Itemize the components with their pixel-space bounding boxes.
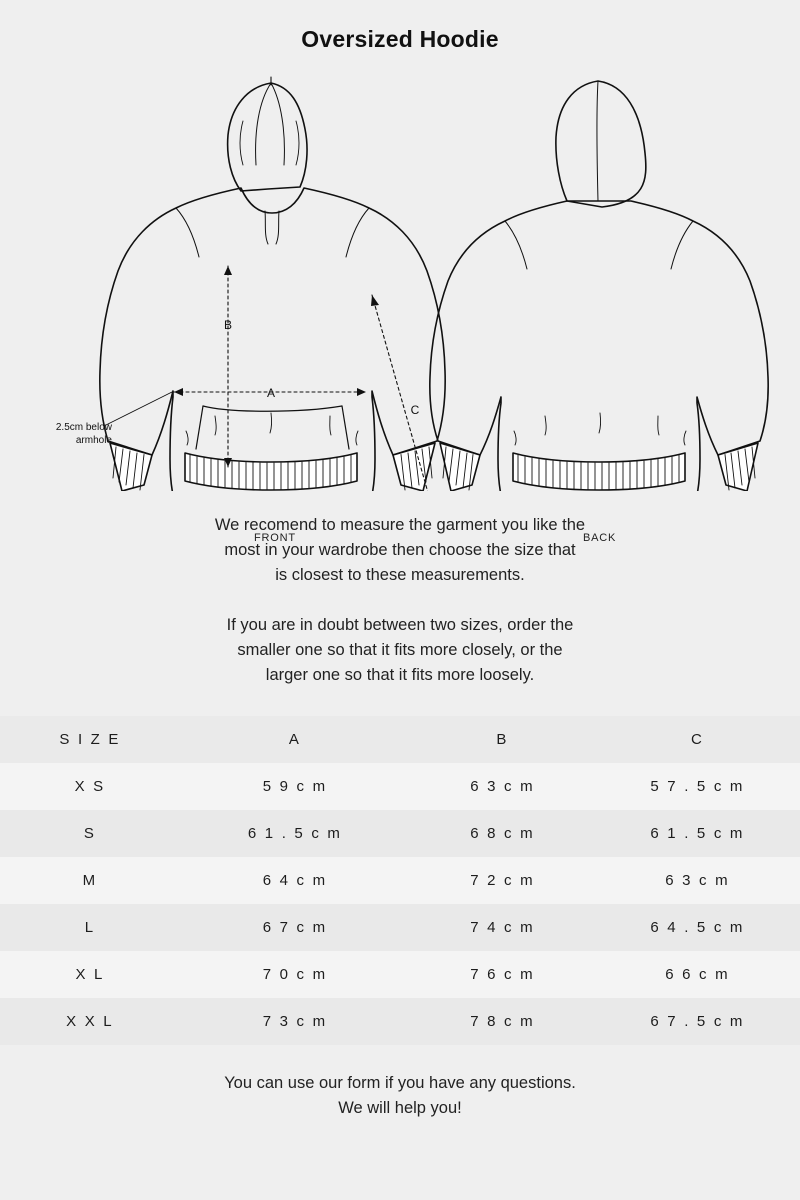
cell-c: 5 7 . 5 c m xyxy=(650,778,745,795)
cell-c: 6 4 . 5 c m xyxy=(650,919,745,936)
table-header-row xyxy=(0,716,800,763)
cell-size: X X L xyxy=(66,1013,114,1030)
table-row xyxy=(0,904,800,951)
paragraph-spacer xyxy=(0,588,800,613)
cell-c: 6 1 . 5 c m xyxy=(650,825,745,842)
column-header-a: A xyxy=(288,731,302,748)
svg-text:C: C xyxy=(410,403,420,417)
instructions-line-2: most in your wardrobe then choose the size that xyxy=(224,541,576,559)
table-row xyxy=(0,857,800,904)
size-chart-table xyxy=(0,716,800,1045)
cell-size: L xyxy=(84,919,96,936)
cell-c: 6 6 c m xyxy=(665,966,730,983)
cell-a: 6 7 c m xyxy=(262,919,328,936)
cell-size: M xyxy=(82,872,98,889)
cell-a: 5 9 c m xyxy=(262,778,328,795)
back-view-label: BACK xyxy=(583,532,617,544)
cell-b: 6 3 c m xyxy=(470,778,535,795)
svg-text:A: A xyxy=(266,386,276,400)
front-view-label: FRONT xyxy=(254,532,296,544)
table-row xyxy=(0,951,800,998)
cell-c: 6 7 . 5 c m xyxy=(650,1013,745,1030)
table-row xyxy=(0,763,800,810)
instructions-line-6: larger one so that it fits more loosely. xyxy=(265,666,535,684)
cell-a: 7 0 c m xyxy=(262,966,328,983)
cell-size: S xyxy=(83,825,97,842)
cell-a: 7 3 c m xyxy=(262,1013,328,1030)
instructions-line-5: smaller one so that it fits more closely, or the xyxy=(237,641,563,659)
instructions-line-4: If you are in doubt between two sizes, order the xyxy=(226,616,574,634)
cell-b: 7 6 c m xyxy=(470,966,535,983)
cell-a: 6 4 c m xyxy=(262,872,328,889)
cell-size: X S xyxy=(74,778,106,795)
cell-b: 7 4 c m xyxy=(470,919,535,936)
cell-a: 6 1 . 5 c m xyxy=(247,825,343,842)
svg-text:B: B xyxy=(223,318,233,332)
instructions-line-1: We recomend to measure the garment you like the xyxy=(214,516,586,534)
table-row xyxy=(0,998,800,1045)
cell-c: 6 3 c m xyxy=(665,872,730,889)
page-title: Oversized Hoodie xyxy=(301,26,499,52)
column-header-c: C xyxy=(690,731,705,748)
cell-size: X L xyxy=(75,966,105,983)
table-row xyxy=(0,810,800,857)
cell-b: 7 2 c m xyxy=(470,872,535,889)
footer-help-text xyxy=(0,1071,800,1121)
footer-line-2: We will help you! xyxy=(338,1099,462,1117)
column-header-b: B xyxy=(496,731,509,748)
instructions-line-3: is closest to these measurements. xyxy=(275,566,525,584)
cell-b: 6 8 c m xyxy=(470,825,535,842)
hoodie-technical-drawing xyxy=(0,61,800,491)
footer-line-1: You can use our form if you have any questions. xyxy=(224,1074,576,1092)
measurement-instructions xyxy=(0,513,800,688)
column-header-size: S I Z E xyxy=(59,731,121,748)
armhole-annotation-line1: 2.5cm below xyxy=(55,422,112,433)
cell-b: 7 8 c m xyxy=(470,1013,535,1030)
armhole-annotation-line2: armhole xyxy=(75,435,112,446)
armhole-annotation xyxy=(42,421,112,447)
